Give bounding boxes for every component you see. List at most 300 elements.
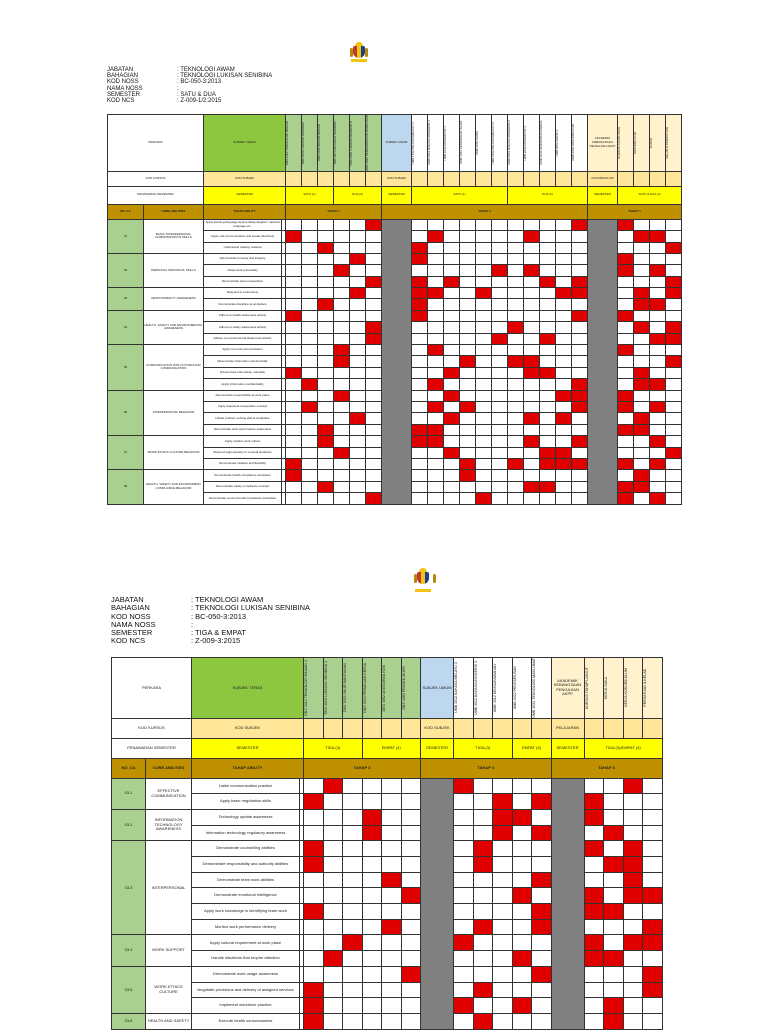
matrix-cell xyxy=(584,904,604,920)
matrix-cell xyxy=(286,310,302,321)
matrix-cell xyxy=(634,493,650,504)
matrix-cell xyxy=(634,390,650,401)
matrix-cell xyxy=(318,276,334,287)
matrix-cell xyxy=(556,458,572,469)
matrix-cell xyxy=(334,219,350,230)
matrix-cell xyxy=(643,998,663,1014)
matrix-cell xyxy=(540,356,556,367)
matrix-cell xyxy=(512,904,532,920)
matrix-cell xyxy=(366,310,382,321)
matrix-cell xyxy=(350,379,366,390)
matrix-cell xyxy=(492,436,508,447)
matrix-cell xyxy=(532,982,552,998)
tahap-header: TAHAP 3 xyxy=(421,758,552,778)
header-label: KOD NOSS xyxy=(111,611,151,621)
matrix-cell xyxy=(666,413,682,424)
matrix-cell xyxy=(572,242,588,253)
matrix-cell xyxy=(334,299,350,310)
matrix-cell xyxy=(302,402,318,413)
matrix-cell xyxy=(473,841,493,857)
matrix-cell xyxy=(318,493,334,504)
matrix-cell xyxy=(460,322,476,333)
matrix-cell xyxy=(343,919,363,935)
header-value: : xyxy=(177,85,179,92)
semester-value: TIGA (3)/EMPAT (4) xyxy=(584,738,662,758)
matrix-cell xyxy=(304,778,324,794)
matrix-cell xyxy=(666,493,682,504)
matrix-cell xyxy=(623,966,643,982)
matrix-cell xyxy=(473,778,493,794)
matrix-cell xyxy=(454,841,474,857)
asas-label: AKADEMIK KEBANGSAAN PENGAJIAN AKPP xyxy=(588,115,618,172)
matrix-cell xyxy=(460,493,476,504)
matrix-cell xyxy=(618,390,634,401)
matrix-cell xyxy=(476,458,492,469)
matrix-cell xyxy=(634,356,650,367)
column-label: DBS 1052 TEKNOLOGI BINAAN xyxy=(285,120,290,165)
matrix-cell xyxy=(650,242,666,253)
matrix-cell xyxy=(556,413,572,424)
matrix-cell xyxy=(286,219,302,230)
ability-text: Adhere to safety awareness activity xyxy=(204,322,282,333)
header-label: SEMESTER xyxy=(111,628,153,638)
matrix-cell xyxy=(473,904,493,920)
umum-column-header xyxy=(444,115,460,172)
header-label: KOD NCS xyxy=(111,636,146,646)
kod-cell xyxy=(540,171,556,186)
matrix-cell xyxy=(623,935,643,951)
matrix-cell xyxy=(512,888,532,904)
asas-column-header xyxy=(643,658,663,719)
matrix-cell xyxy=(350,253,366,264)
matrix-cell xyxy=(572,322,588,333)
header-value: : TIGA & EMPAT xyxy=(191,628,247,638)
matrix-cell xyxy=(286,333,302,344)
matrix-cell xyxy=(650,356,666,367)
matrix-cell xyxy=(334,481,350,492)
matrix-cell xyxy=(460,458,476,469)
matrix-cell xyxy=(382,982,402,998)
matrix-cell xyxy=(508,322,524,333)
matrix-cell xyxy=(508,242,524,253)
matrix-cell xyxy=(650,470,666,481)
matrix-cell xyxy=(492,481,508,492)
matrix-cell xyxy=(493,982,513,998)
teras-column-header xyxy=(318,115,334,172)
matrix-cell xyxy=(492,402,508,413)
matrix-cell xyxy=(412,470,428,481)
matrix-cell xyxy=(650,413,666,424)
matrix-cell xyxy=(572,299,588,310)
matrix-cell xyxy=(666,253,682,264)
matrix-cell xyxy=(304,888,324,904)
matrix-cell xyxy=(476,288,492,299)
matrix-cell xyxy=(532,857,552,873)
kod-cell xyxy=(304,718,324,738)
matrix-cell xyxy=(492,265,508,276)
ability-text: Implement workforce practice xyxy=(192,998,300,1014)
asas-column-header xyxy=(618,115,634,172)
matrix-cell xyxy=(584,825,604,841)
matrix-cell xyxy=(556,447,572,458)
matrix-cell xyxy=(623,951,643,967)
matrix-cell xyxy=(460,402,476,413)
column-label: DBS 3033 UKUR BANGUNAN xyxy=(343,663,347,713)
matrix-cell xyxy=(444,481,460,492)
matrix-cell xyxy=(540,253,556,264)
matrix-cell xyxy=(508,458,524,469)
matrix-cell xyxy=(540,424,556,435)
ability-row xyxy=(108,219,682,230)
matrix-cell xyxy=(350,242,366,253)
matrix-cell xyxy=(643,872,663,888)
matrix-cell xyxy=(444,219,460,230)
matrix-table xyxy=(111,657,663,1030)
matrix-cell xyxy=(532,951,552,967)
matrix-cell xyxy=(512,825,532,841)
matrix-cell xyxy=(428,470,444,481)
matrix-cell xyxy=(556,402,572,413)
subjek-umum-label: SUBJEK UMUM xyxy=(382,115,412,172)
ability-text: Apply positive work culture xyxy=(204,436,282,447)
column-label: KURSUS TAHAP ASAS xyxy=(617,127,622,159)
matrix-cell xyxy=(286,276,302,287)
matrix-cell xyxy=(524,470,540,481)
header-label: BAHAGIAN xyxy=(111,603,150,613)
matrix-cell xyxy=(444,322,460,333)
matrix-cell xyxy=(302,276,318,287)
matrix-cell xyxy=(366,322,382,333)
ability-text: Demonstrate initiative and flexibility xyxy=(204,458,282,469)
kod-cell xyxy=(643,718,663,738)
column-label: UMB 2062 KOKURIKULUM xyxy=(571,124,576,162)
matrix-cell xyxy=(623,998,643,1014)
kod-cell xyxy=(492,171,508,186)
matrix-cell xyxy=(382,935,402,951)
ca-code: 02 xyxy=(108,253,144,287)
matrix-cell xyxy=(524,345,540,356)
matrix-cell xyxy=(428,367,444,378)
matrix-cell xyxy=(286,367,302,378)
teras-column-header xyxy=(334,115,350,172)
matrix-cell xyxy=(350,288,366,299)
matrix-cell xyxy=(323,998,343,1014)
asas-column-header xyxy=(623,658,643,719)
ability-text: Apply cultural requirement at work place xyxy=(192,935,300,951)
kod-cell xyxy=(382,718,402,738)
matrix-cell xyxy=(650,493,666,504)
kod-cell xyxy=(401,718,421,738)
teras-column-header xyxy=(401,658,421,719)
matrix-cell xyxy=(318,458,334,469)
matrix-cell xyxy=(650,345,666,356)
matrix-cell xyxy=(454,778,474,794)
matrix-cell xyxy=(412,436,428,447)
tahap-ability-label: TAHAP ABILITY xyxy=(204,204,286,219)
matrix-cell xyxy=(444,424,460,435)
header-value: : Z-009-3:2015 xyxy=(191,636,241,646)
matrix-cell xyxy=(493,825,513,841)
ca-code: 03.3 xyxy=(112,841,146,935)
matrix-cell xyxy=(532,809,552,825)
ability-text: Demonstrate environmental compliance workplace xyxy=(204,493,282,504)
matrix-cell xyxy=(444,470,460,481)
matrix-cell xyxy=(493,951,513,967)
matrix-cell xyxy=(444,413,460,424)
matrix-cell xyxy=(334,253,350,264)
matrix-cell xyxy=(302,356,318,367)
matrix-cell xyxy=(556,219,572,230)
column-label: UMB 1022 BAHASA INGGERIS 1 xyxy=(427,120,432,166)
matrix-cell xyxy=(540,458,556,469)
header-info xyxy=(107,67,272,104)
column-label: UMB 2022 BAHASA INGGERIS 2 xyxy=(507,120,512,166)
matrix-cell xyxy=(476,390,492,401)
matrix-cell xyxy=(412,481,428,492)
matrix-cell xyxy=(362,1013,382,1029)
matrix-cell xyxy=(512,857,532,873)
matrix-cell xyxy=(643,982,663,998)
matrix-cell xyxy=(540,310,556,321)
matrix-cell xyxy=(643,794,663,810)
matrix-cell xyxy=(343,935,363,951)
matrix-cell xyxy=(318,288,334,299)
matrix-cell xyxy=(318,447,334,458)
kod-cell xyxy=(666,171,682,186)
matrix-cell xyxy=(556,481,572,492)
kod-cell xyxy=(350,171,366,186)
ca-name: HEALTH, SAFETY AND ENVIRONMENT COMPLIANCE BEHAVIOR xyxy=(144,470,204,504)
matrix-cell xyxy=(412,265,428,276)
matrix-cell xyxy=(428,424,444,435)
column-label: SUKAN xyxy=(649,137,654,149)
matrix-cell xyxy=(650,219,666,230)
matrix-cell xyxy=(532,825,552,841)
matrix-cell xyxy=(318,481,334,492)
matrix-cell xyxy=(572,265,588,276)
matrix-cell xyxy=(323,982,343,998)
matrix-cell xyxy=(343,888,363,904)
matrix-cell xyxy=(460,299,476,310)
matrix-cell xyxy=(492,356,508,367)
kod-cell xyxy=(473,718,493,738)
matrix-cell xyxy=(643,919,663,935)
matrix-cell xyxy=(618,481,634,492)
matrix-cell xyxy=(634,288,650,299)
matrix-cell xyxy=(634,402,650,413)
ca-name: HEALTH, SAFETY AND ENVIRONMENTAL AWARENESS xyxy=(144,310,204,344)
matrix-cell xyxy=(428,265,444,276)
matrix-cell xyxy=(512,951,532,967)
matrix-cell xyxy=(556,470,572,481)
matrix-cell xyxy=(634,265,650,276)
column-label: UMB 2032 MATEMATIK 2 xyxy=(523,125,528,161)
matrix-cell xyxy=(350,481,366,492)
matrix-cell xyxy=(318,333,334,344)
matrix-cell xyxy=(556,436,572,447)
ca-name: COMMUNICATION WITH SYSTEM AND COMMUNICATION xyxy=(144,345,204,391)
matrix-cell xyxy=(412,276,428,287)
matrix-cell xyxy=(323,825,343,841)
ability-text: Apply work knowledge in identifying team work xyxy=(192,904,300,920)
column-label: UMB 1032 MATEMATIK 1 xyxy=(443,125,448,161)
matrix-cell xyxy=(366,276,382,287)
matrix-cell xyxy=(556,310,572,321)
matrix-cell xyxy=(584,998,604,1014)
matrix-cell xyxy=(618,367,634,378)
matrix-cell xyxy=(492,493,508,504)
matrix-cell xyxy=(512,935,532,951)
matrix-cell xyxy=(584,794,604,810)
matrix-cell xyxy=(666,231,682,242)
matrix-cell xyxy=(401,982,421,998)
matrix-cell xyxy=(493,998,513,1014)
matrix-cell xyxy=(540,276,556,287)
matrix-cell xyxy=(444,447,460,458)
semester-label: SEMESTER xyxy=(588,186,618,204)
matrix-cell xyxy=(572,493,588,504)
matrix-cell xyxy=(623,794,643,810)
matrix-cell xyxy=(524,493,540,504)
semester-label: SEMESTER xyxy=(204,186,286,204)
matrix-cell xyxy=(473,982,493,998)
ca-name: WORK SUPPORT xyxy=(146,935,192,966)
matrix-cell xyxy=(512,919,532,935)
matrix-cell xyxy=(572,447,588,458)
header-value: : TEKNOLOGI LUKISAN SENIBINA xyxy=(177,73,273,80)
matrix-cell xyxy=(492,447,508,458)
matrix-cell xyxy=(350,436,366,447)
matrix-cell xyxy=(492,458,508,469)
matrix-cell xyxy=(508,470,524,481)
column-label: UMB 2052 SAINS 2 xyxy=(555,129,560,157)
matrix-cell xyxy=(524,242,540,253)
matrix-cell xyxy=(643,809,663,825)
matrix-cell xyxy=(460,310,476,321)
umum-column-header xyxy=(473,658,493,719)
matrix-cell xyxy=(444,288,460,299)
header-value: : SATU & DUA xyxy=(177,91,216,98)
matrix-cell xyxy=(584,966,604,982)
matrix-cell xyxy=(508,288,524,299)
gray-divider xyxy=(382,219,412,504)
matrix-cell xyxy=(623,857,643,873)
tahap-header: TAHAP 3 xyxy=(551,758,662,778)
matrix-cell xyxy=(476,265,492,276)
matrix-cell xyxy=(618,447,634,458)
header-label: KOD NCS xyxy=(107,98,135,105)
matrix-cell xyxy=(556,390,572,401)
matrix-cell xyxy=(454,919,474,935)
semester-label: SEMESTER xyxy=(192,738,304,758)
matrix-cell xyxy=(382,998,402,1014)
matrix-cell xyxy=(302,379,318,390)
matrix-cell xyxy=(572,390,588,401)
matrix-cell xyxy=(428,345,444,356)
matrix-cell xyxy=(286,345,302,356)
no-ca-label: NO. CA xyxy=(108,204,144,219)
matrix-cell xyxy=(508,390,524,401)
semester-value: EMPAT (4) xyxy=(362,738,421,758)
matrix-cell xyxy=(650,276,666,287)
core-abilities-label: CORE ABILITIES xyxy=(146,758,192,778)
matrix-cell xyxy=(343,951,363,967)
matrix-cell xyxy=(366,413,382,424)
matrix-cell xyxy=(302,310,318,321)
matrix-cell xyxy=(473,998,493,1014)
teras-column-header xyxy=(286,115,302,172)
ability-text: Handle situations that require attention xyxy=(192,951,300,967)
matrix-cell xyxy=(362,919,382,935)
matrix-cell xyxy=(572,436,588,447)
matrix-cell xyxy=(540,265,556,276)
matrix-cell xyxy=(428,447,444,458)
semester-value: DUA (2) xyxy=(334,186,382,204)
matrix-cell xyxy=(512,809,532,825)
header-label: KOD NOSS xyxy=(107,79,139,86)
matrix-cell xyxy=(428,322,444,333)
penawaran-label: PENAWARAN SEMESTER xyxy=(108,186,204,204)
matrix-cell xyxy=(401,888,421,904)
matrix-cell xyxy=(650,265,666,276)
ability-text: Demonstrate team cooperation xyxy=(204,276,282,287)
matrix-cell xyxy=(524,424,540,435)
matrix-cell xyxy=(540,333,556,344)
column-label: UMB 1052 SAINS xyxy=(475,130,480,155)
column-label: UMB 4032 TEKNOLOGI MAKLUMAT xyxy=(532,658,536,718)
matrix-cell xyxy=(412,356,428,367)
matrix-cell xyxy=(318,470,334,481)
matrix-cell xyxy=(556,356,572,367)
kod-cell xyxy=(444,171,460,186)
matrix-cell xyxy=(401,794,421,810)
matrix-cell xyxy=(382,951,402,967)
matrix-cell xyxy=(460,356,476,367)
ability-text: Respond to instructions xyxy=(204,288,282,299)
ca-name: RESPONSIBILITY AWARENESS xyxy=(144,288,204,311)
matrix-cell xyxy=(323,888,343,904)
kokurikulum-label: PELAJARAN xyxy=(551,718,584,738)
matrix-cell xyxy=(286,481,302,492)
matrix-cell xyxy=(444,231,460,242)
matrix-cell xyxy=(524,481,540,492)
matrix-cell xyxy=(666,390,682,401)
matrix-cell xyxy=(650,333,666,344)
matrix-cell xyxy=(323,809,343,825)
matrix-cell xyxy=(401,904,421,920)
column-label: KERJA KOKURIKULUM xyxy=(623,668,628,708)
matrix-cell xyxy=(584,872,604,888)
matrix-cell xyxy=(286,447,302,458)
matrix-cell xyxy=(362,794,382,810)
matrix-cell xyxy=(618,470,634,481)
matrix-cell xyxy=(343,857,363,873)
kod-cell xyxy=(343,718,363,738)
matrix-cell xyxy=(584,888,604,904)
kod-cell xyxy=(524,171,540,186)
matrix-cell xyxy=(343,904,363,920)
matrix-cell xyxy=(444,276,460,287)
matrix-cell xyxy=(604,872,624,888)
matrix-cell xyxy=(650,390,666,401)
matrix-cell xyxy=(286,413,302,424)
matrix-cell xyxy=(584,935,604,951)
matrix-cell xyxy=(334,447,350,458)
matrix-cell xyxy=(492,231,508,242)
matrix-cell xyxy=(572,424,588,435)
matrix-cell xyxy=(323,841,343,857)
matrix-cell xyxy=(454,982,474,998)
